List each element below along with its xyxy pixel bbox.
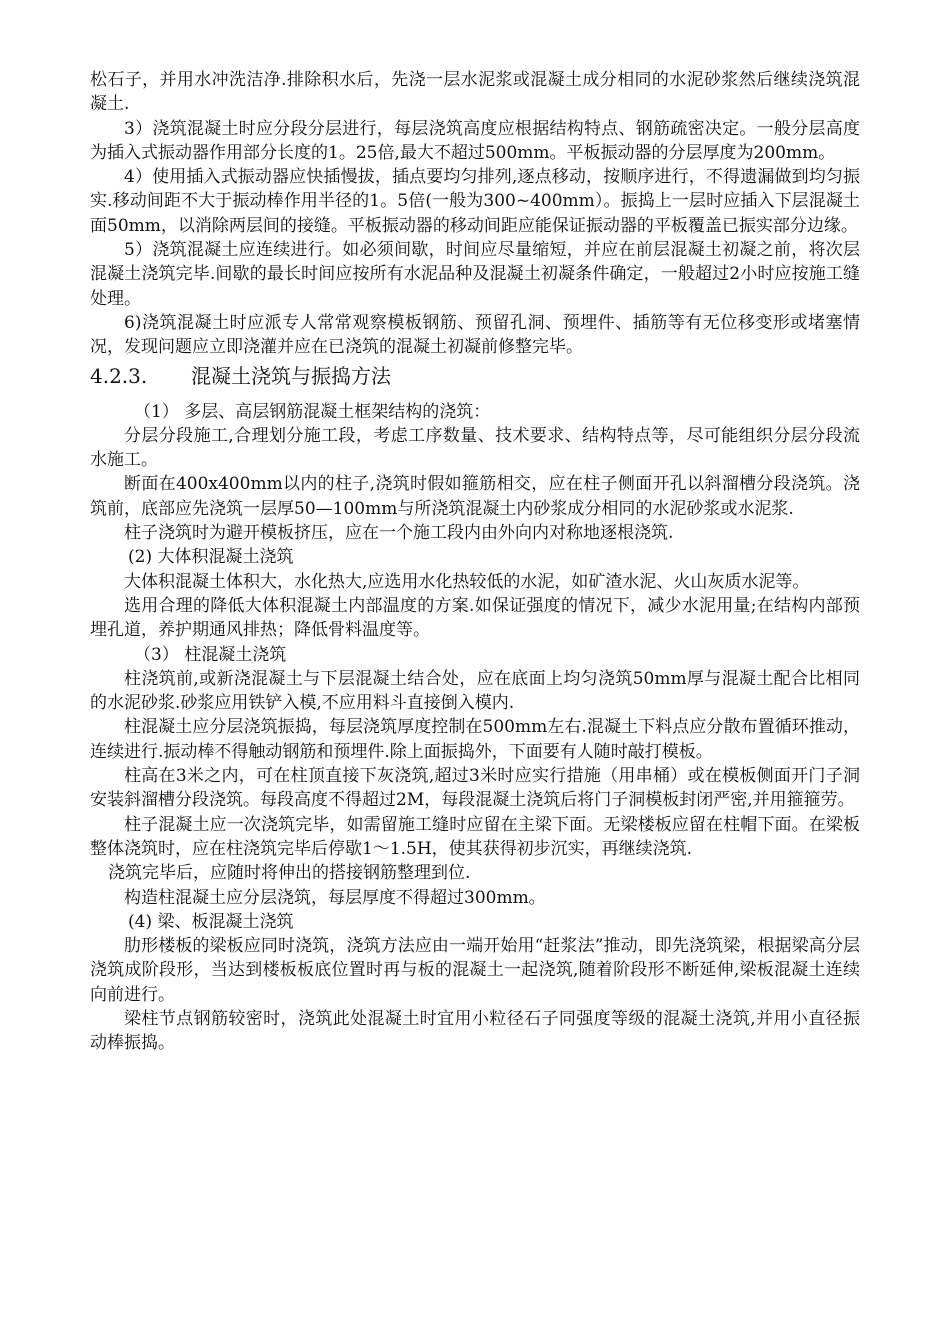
- paragraph: 构造柱混凝土应分层浇筑，每层厚度不得超过300mm。: [124, 887, 546, 908]
- subheading-3: （3） 柱混凝土浇筑: [134, 644, 287, 665]
- subheading-2: (2) 大体积混凝土浇筑: [128, 547, 294, 568]
- subheading-1: （1） 多层、高层钢筋混凝土框架结构的浇筑：: [134, 401, 491, 422]
- paragraph: 断面在400x400mm以内的柱子,浇筑时假如箍筋相交，应在柱子侧面开孔以斜溜槽分段浇筑。浇筑前，底部应先浇筑一层厚50—100mm与所浇筑混凝土内砂浆成分相同的水泥砂浆或水泥浆.: [90, 474, 860, 519]
- paragraph-item-4: 4）使用插入式振动器应快插慢拔，插点要均匀排列,逐点移动，按顺序进行，不得遗漏做到均匀振实.移动间距不大于振动棒作用半径的1。5倍(一般为300~400mm）。振捣上一层时应插入下层混凝土面50mm，以消除两层间的接缝。平板振动器的移动间距应能保证振动器的平板覆盖已振实部分边缘。: [90, 167, 860, 236]
- paragraph-item-5: 5）浇筑混凝土应连续进行。如必须间歇，时间应尽量缩短，并应在前层混凝土初凝之前，将次层混凝土浇筑完毕.间歇的最长时间应按所有水泥品种及混凝土初凝条件确定，一般超过2小时应按施工缝处理。: [90, 240, 860, 309]
- section-title: 混凝土浇筑与振捣方法: [191, 363, 391, 388]
- paragraph-item-3: 3）浇筑混凝土时应分段分层进行，每层浇筑高度应根据结构特点、钢筋疏密决定。一般分层高度为插入式振动器作用部分长度的1。25倍,最大不超过500mm。平板振动器的分层厚度为200mm。: [90, 118, 860, 163]
- paragraph: 柱混凝土应分层浇筑振捣，每层浇筑厚度控制在500mm左右.混凝土下料点应分散布置循环推动，连续进行.振动棒不得触动钢筋和预埋件.除上面振捣外，下面要有人随时敲打模板。: [90, 717, 860, 762]
- paragraph: 柱子混凝土应一次浇筑完毕，如需留施工缝时应留在主梁下面。无梁楼板应留在柱帽下面。在梁板整体浇筑时，应在柱浇筑完毕后停歇1～1.5H，使其获得初步沉实，再继续浇筑.: [90, 814, 860, 859]
- paragraph: 柱子浇筑时为避开模板挤压，应在一个施工段内由外向内对称地逐根浇筑.: [124, 523, 674, 544]
- section-heading: [90, 362, 860, 390]
- subheading-4: (4) 梁、板混凝土浇筑: [128, 911, 294, 932]
- paragraph-item-6: 6)浇筑混凝土时应派专人常常观察模板钢筋、预留孔洞、预埋件、插筋等有无位移变形或堵塞情况，发现问题应立即浇灌并应在已浇筑的混凝土初凝前修整完毕。: [90, 312, 860, 358]
- paragraph: 分层分段施工,合理划分施工段，考虑工序数量、技术要求、结构特点等，尽可能组织分层分段流水施工。: [90, 425, 860, 471]
- paragraph: 浇筑完毕后，应随时将伸出的搭接钢筋整理到位.: [108, 863, 471, 884]
- paragraph-continuation: 松石子，并用水冲洗洁净.排除积水后，先浇一层水泥浆或混凝土成分相同的水泥砂浆然后继续浇筑混凝土.: [90, 70, 860, 115]
- paragraph: 大体积混凝土体积大，水化热大,应选用水化热较低的水泥，如矿渣水泥、火山灰质水泥等。: [124, 571, 810, 592]
- document-body: [90, 68, 860, 1056]
- paragraph: 柱浇筑前,或新浇混凝土与下层混凝土结合处，应在底面上均匀浇筑50mm厚与混凝土配合比相同的水泥砂浆.砂浆应用铁铲入模,不应用料斗直接倒入模内.: [90, 668, 860, 714]
- paragraph: 肋形楼板的梁板应同时浇筑，浇筑方法应由一端开始用“赶浆法”推动，即先浇筑梁，根据梁高分层浇筑成阶段形，当达到楼板板底位置时再与板的混凝土一起浇筑,随着阶段形不断延伸,梁板混凝土连续向前进行。: [90, 936, 860, 1005]
- paragraph: 柱高在3米之内，可在柱顶直接下灰浇筑,超过3米时应实行措施（用串桶）或在模板侧面开门子洞安装斜溜槽分段浇筑。每段高度不得超过2M，每段混凝土浇筑后将门子洞模板封闭严密,并用箍箍劳。: [90, 766, 860, 811]
- section-number: 4.2.3.: [90, 363, 148, 388]
- paragraph: 梁柱节点钢筋较密时，浇筑此处混凝土时宜用小粒径石子同强度等级的混凝土浇筑,并用小直径振动棒振捣。: [90, 1008, 860, 1054]
- paragraph: 选用合理的降低大体积混凝土内部温度的方案.如保证强度的情况下，减少水泥用量;在结构内部预埋孔道，养护期通风排热；降低骨料温度等。: [90, 595, 860, 641]
